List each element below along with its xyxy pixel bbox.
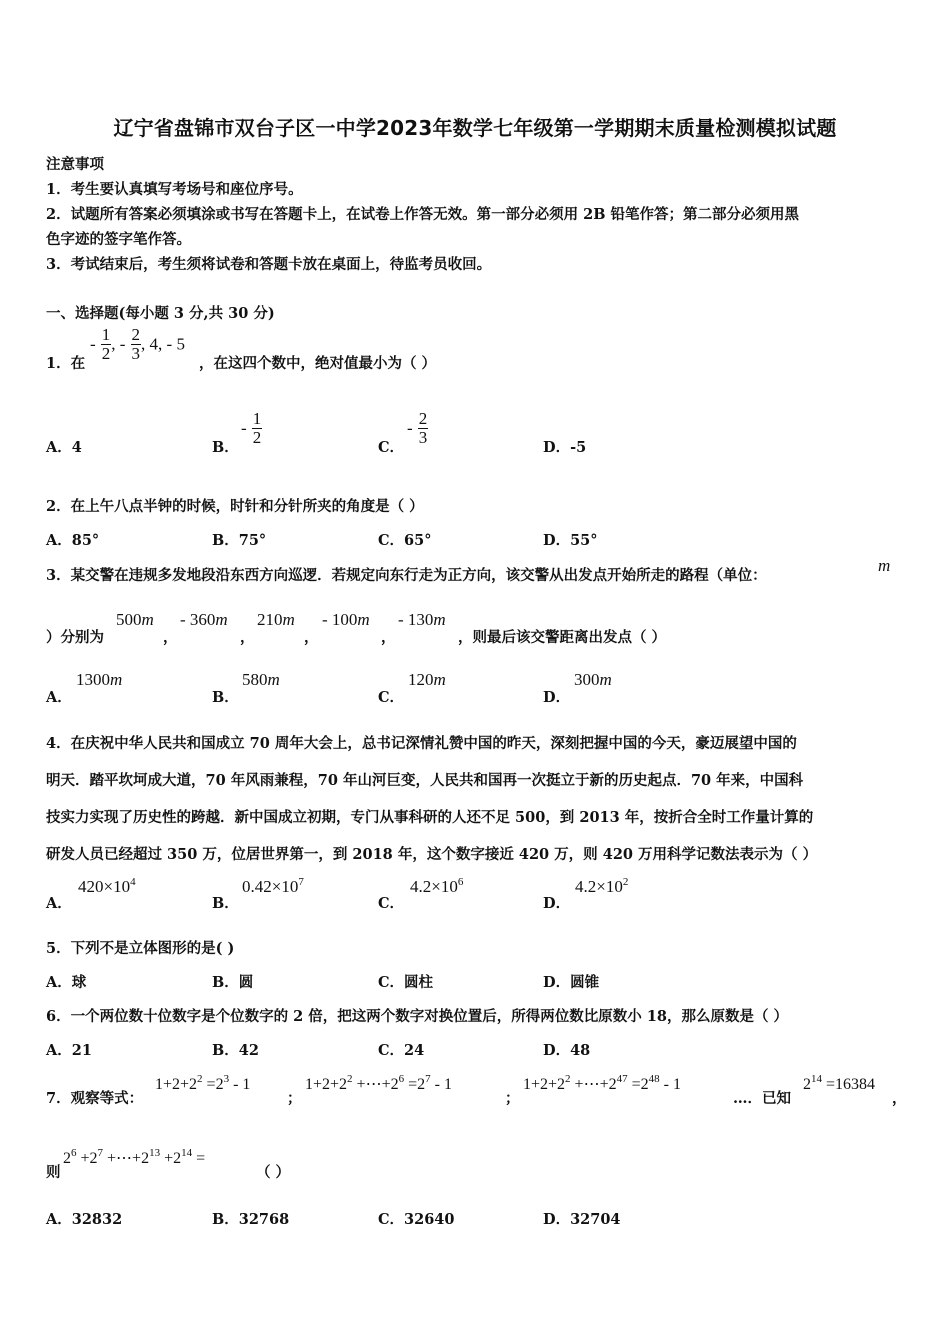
option-d[interactable]: D．32704: [543, 1211, 621, 1228]
option-d[interactable]: D．: [543, 895, 571, 912]
known-text: …．已知: [733, 1090, 791, 1107]
question-7-tail: （ ）: [256, 1164, 291, 1181]
option-a[interactable]: A．85°: [46, 532, 100, 549]
option-a[interactable]: A．: [46, 689, 72, 706]
option-c[interactable]: C．65°: [378, 532, 432, 549]
option-a[interactable]: A．32832: [46, 1211, 123, 1228]
option-c-value: $4.2\times 10^6$: [410, 876, 464, 896]
option-a[interactable]: A．21: [46, 1042, 92, 1059]
question-1-prefix: 1．在: [46, 355, 86, 372]
sum-expression: $2^6 +2^7$ $+\cdots+2^{13} +2^{14}$ =: [63, 1147, 206, 1167]
comma: ，: [240, 629, 255, 646]
comma: ，: [381, 629, 396, 646]
distance-value: - 100m: [322, 610, 370, 629]
option-b-value: $0.42\times 10^7$: [242, 876, 304, 896]
distance-value: - 360m: [180, 610, 228, 629]
semicolon: ；: [505, 1090, 520, 1107]
option-a[interactable]: A．: [46, 895, 72, 912]
fraction-neg-two-thirds: - $\frac{2}{3}$: [407, 409, 428, 447]
option-d[interactable]: D．圆锥: [543, 974, 600, 991]
equation-2: $1+2+2^2$ $+\cdots+2^6 =2^7 - 1$: [305, 1073, 452, 1093]
question-1-suffix: ，在这四个数中，绝对值最小为（ ）: [199, 355, 437, 372]
question-5-stem: 5．下列不是立体图形的是( ): [46, 940, 235, 957]
option-c[interactable]: C．圆柱: [378, 974, 434, 991]
page-title: 辽宁省盘锦市双台子区一中学2023年数学七年级第一学期期末质量检测模拟试题: [113, 116, 837, 140]
question-3-suffix: ，则最后该交警距离出发点（ ）: [458, 629, 667, 646]
option-b[interactable]: B．圆: [212, 974, 254, 991]
question-4-line: 明天．踏平坎坷成大道，70 年风雨兼程，70 年山河巨变，人民共和国再一次挺立于新的历史起点．70 年来，中国科: [46, 772, 804, 789]
option-b[interactable]: B．32768: [212, 1211, 290, 1228]
option-d[interactable]: D．-5: [543, 439, 587, 456]
question-4-line: 4．在庆祝中华人民共和国成立 70 周年大会上，总书记深情礼赞中国的昨天，深刻把握中国的今天，豪迈展望中国的: [46, 735, 797, 752]
equation-3: $1+2+2^2$ $+\cdots+2^{47} =2^{48} - 1$: [523, 1073, 681, 1093]
notice-item: 1．考生要认真填写考场号和座位序号。: [46, 181, 303, 198]
option-d[interactable]: D．55°: [543, 532, 598, 549]
option-c[interactable]: C．: [378, 689, 405, 706]
question-2-stem: 2．在上午八点半钟的时候，时针和分针所夹的角度是（ ）: [46, 498, 424, 515]
question-1-numbers: - $\frac{1}{2}$ , - $\frac{2}{3}$ , 4, - 5: [90, 325, 185, 363]
known-value: $2^{14} =16384$: [803, 1073, 876, 1093]
question-4-line: 技实力实现了历史性的跨越．新中国成立初期，专门从事科研的人还不足 500，到 2013 年，按折合全时工作量计算的: [46, 809, 814, 826]
section-heading: 一、选择题(每小题 3 分,共 30 分): [46, 305, 275, 322]
option-a[interactable]: A．球: [46, 974, 87, 991]
option-b-value: 580m: [242, 670, 280, 689]
option-b[interactable]: B．: [212, 439, 239, 456]
option-b[interactable]: B．: [212, 689, 239, 706]
option-d-value: $4.2\times 10^2$: [575, 876, 629, 896]
option-c[interactable]: C．24: [378, 1042, 425, 1059]
fraction-neg-one-half: - $\frac{1}{2}$: [241, 409, 262, 447]
notice-item: 2．试题所有答案必须填涂或书写在答题卡上，在试卷上作答无效。第一部分必须用 2B 铅笔作答；第二部分必须用黑: [46, 206, 800, 223]
option-c[interactable]: C．: [378, 439, 405, 456]
distance-value: - 130m: [398, 610, 446, 629]
question-7-then: 则: [46, 1164, 61, 1181]
option-a-value: $420\times 10^4$: [78, 876, 136, 896]
comma: ，: [163, 629, 178, 646]
option-c[interactable]: C．: [378, 895, 405, 912]
option-d[interactable]: D．: [543, 689, 571, 706]
distance-value: 500m: [116, 610, 154, 629]
question-3-stem: 3．某交警在违规多发地段沿东西方向巡逻．若规定向东行走为正方向，该交警从出发点开始所走的路程（单位：: [46, 567, 767, 584]
option-a-value: 1300m: [76, 670, 123, 689]
unit-m: m: [878, 556, 891, 575]
option-c-value: 120m: [408, 670, 446, 689]
question-6-stem: 6．一个两位数十位数字是个位数字的 2 倍，把这两个数字对换位置后，所得两位数比原数小 18，那么原数是（ ）: [46, 1008, 789, 1025]
comma: ，: [892, 1090, 907, 1107]
equation-1: $1+2+2^2 =2^3 - 1$: [155, 1073, 251, 1093]
question-7-prefix: 7．观察等式：: [46, 1090, 144, 1107]
notice-item: 3．考试结束后，考生须将试卷和答题卡放在桌面上，待监考员收回。: [46, 256, 492, 273]
option-c[interactable]: C．32640: [378, 1211, 455, 1228]
question-3-prefix: ）分别为: [46, 629, 104, 646]
option-b[interactable]: B．: [212, 895, 239, 912]
option-d[interactable]: D．48: [543, 1042, 591, 1059]
option-a[interactable]: A．4: [46, 439, 82, 456]
comma: ，: [304, 629, 319, 646]
question-4-line: 研发人员已经超过 350 万，位居世界第一，到 2018 年，这个数字接近 420 万，则 420 万用科学记数法表示为（ ）: [46, 846, 818, 863]
option-b[interactable]: B．42: [212, 1042, 259, 1059]
option-b[interactable]: B．75°: [212, 532, 267, 549]
option-d-value: 300m: [574, 670, 612, 689]
notice-item: 色字迹的签字笔作答。: [46, 231, 191, 248]
distance-value: 210m: [257, 610, 295, 629]
notice-heading: 注意事项: [46, 156, 104, 173]
semicolon: ；: [287, 1090, 302, 1107]
